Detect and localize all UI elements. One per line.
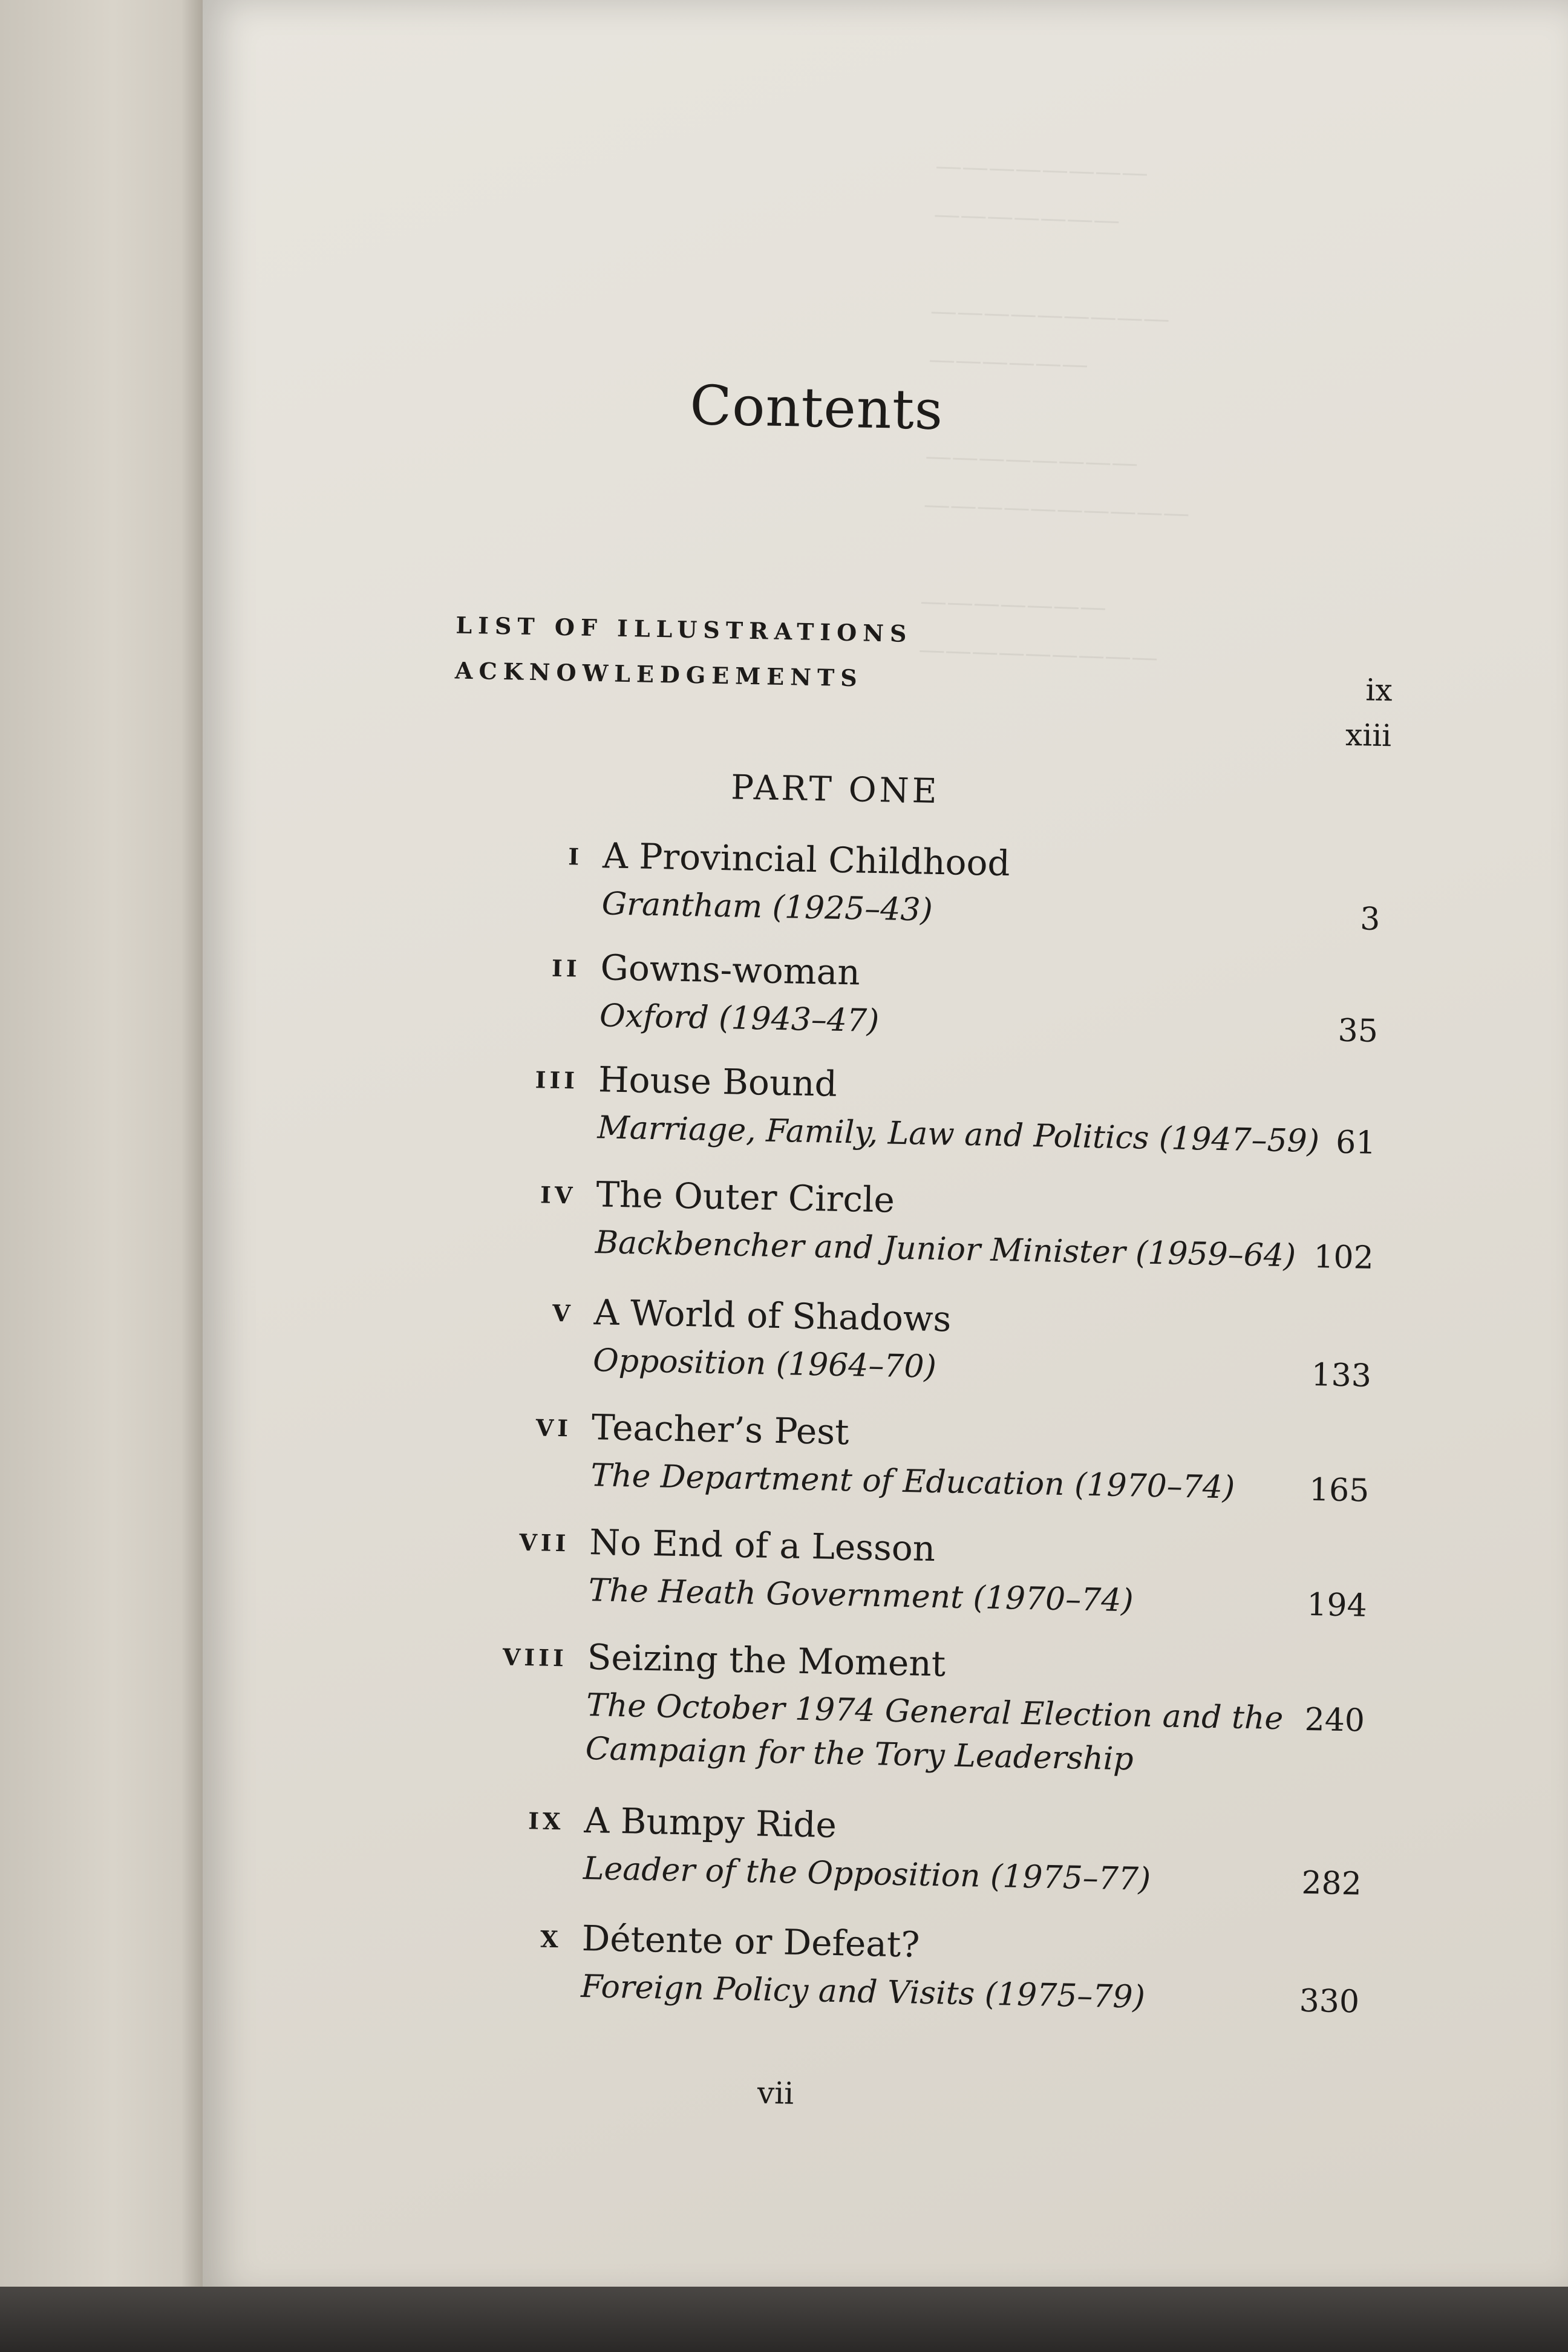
show-through-text: ———————— ——————— ————————— —————— ———————— —————————— ——————— —————————	[918, 150, 1191, 673]
chapter-subtitle: Opposition (1964–70)	[592, 1342, 937, 1386]
page-title: Contents	[689, 373, 944, 442]
chapter-title: A World of Shadows	[593, 1292, 952, 1340]
chapter-page-number: 194	[1306, 1586, 1368, 1624]
chapter-entry	[207, 939, 1568, 1050]
chapter-number: I	[567, 843, 583, 871]
front-matter-label: LIST OF ILLUSTRATIONS	[456, 611, 913, 648]
chapter-title: Seizing the Moment	[587, 1636, 946, 1685]
chapter-page-number: 330	[1299, 1982, 1360, 2020]
chapter-entry	[206, 1051, 1568, 1161]
desk-background-bottom	[0, 2287, 1568, 2352]
contents-page	[182, 0, 1568, 2314]
chapter-subtitle: Foreign Policy and Visits (1975–79)	[580, 1968, 1146, 2016]
chapter-entry	[199, 1399, 1564, 1509]
chapter-entry	[197, 1514, 1562, 1624]
chapter-title: A Bumpy Ride	[583, 1800, 837, 1846]
chapter-title: Détente or Defeat?	[581, 1917, 920, 1965]
chapter-page-number: 282	[1301, 1864, 1362, 1903]
chapter-number: IV	[540, 1181, 577, 1209]
chapter-title: Teacher’s Pest	[591, 1406, 850, 1453]
chapter-entry	[189, 1910, 1555, 2020]
chapter-subtitle: The October 1974 General Election and the Campaign for the Tory Leadership	[585, 1687, 1284, 1778]
chapter-title: House Bound	[598, 1059, 838, 1105]
chapter-subtitle: Grantham (1925–43)	[601, 886, 933, 929]
chapter-subtitle: Backbencher and Junior Minister (1959–64)	[595, 1224, 1296, 1275]
chapter-page-number: 165	[1308, 1471, 1370, 1509]
chapter-entry	[195, 1629, 1560, 1778]
chapter-number: III	[535, 1066, 579, 1094]
chapter-number: II	[551, 954, 581, 982]
chapter-title: A Provincial Childhood	[602, 835, 1011, 884]
chapter-number: VI	[535, 1414, 572, 1442]
chapter-entry	[203, 1166, 1568, 1276]
chapter-number: V	[552, 1299, 575, 1327]
chapter-subtitle: The Heath Government (1970–74)	[588, 1572, 1134, 1619]
chapter-entry	[191, 1792, 1557, 1903]
chapter-number: VIII	[502, 1643, 568, 1672]
chapter-number: VII	[518, 1528, 570, 1557]
chapter-subtitle: The Department of Education (1970–74)	[590, 1457, 1235, 1506]
front-matter-label: ACKNOWLEDGEMENTS	[454, 656, 864, 692]
part-heading: PART ONE	[730, 768, 941, 811]
chapter-entry	[201, 1284, 1566, 1394]
chapter-entry	[210, 828, 1568, 938]
chapter-page-number: 102	[1313, 1238, 1374, 1276]
chapter-subtitle: Leader of the Opposition (1975–77)	[583, 1851, 1151, 1898]
chapter-page-number: 133	[1311, 1356, 1372, 1394]
chapter-subtitle: Marriage, Family, Law and Politics (1947–59)	[596, 1109, 1320, 1160]
page-folio: vii	[757, 2075, 794, 2111]
front-matter-page: xiii	[1345, 717, 1392, 754]
facing-page-edge	[0, 0, 206, 2299]
chapter-title: The Outer Circle	[595, 1174, 895, 1221]
chapter-number: IX	[528, 1807, 564, 1835]
chapter-title: No End of a Lesson	[589, 1521, 936, 1570]
book-page	[203, 0, 1568, 2299]
chapter-page-number: 61	[1335, 1124, 1376, 1161]
chapter-page-number: 3	[1359, 901, 1380, 938]
chapter-page-number: 240	[1304, 1701, 1365, 1739]
chapter-number: X	[540, 1925, 563, 1953]
chapter-title: Gowns-woman	[599, 947, 861, 993]
chapter-subtitle: Oxford (1943–47)	[599, 998, 880, 1040]
chapter-page-number: 35	[1338, 1012, 1379, 1050]
front-matter-page: ix	[1365, 672, 1393, 708]
